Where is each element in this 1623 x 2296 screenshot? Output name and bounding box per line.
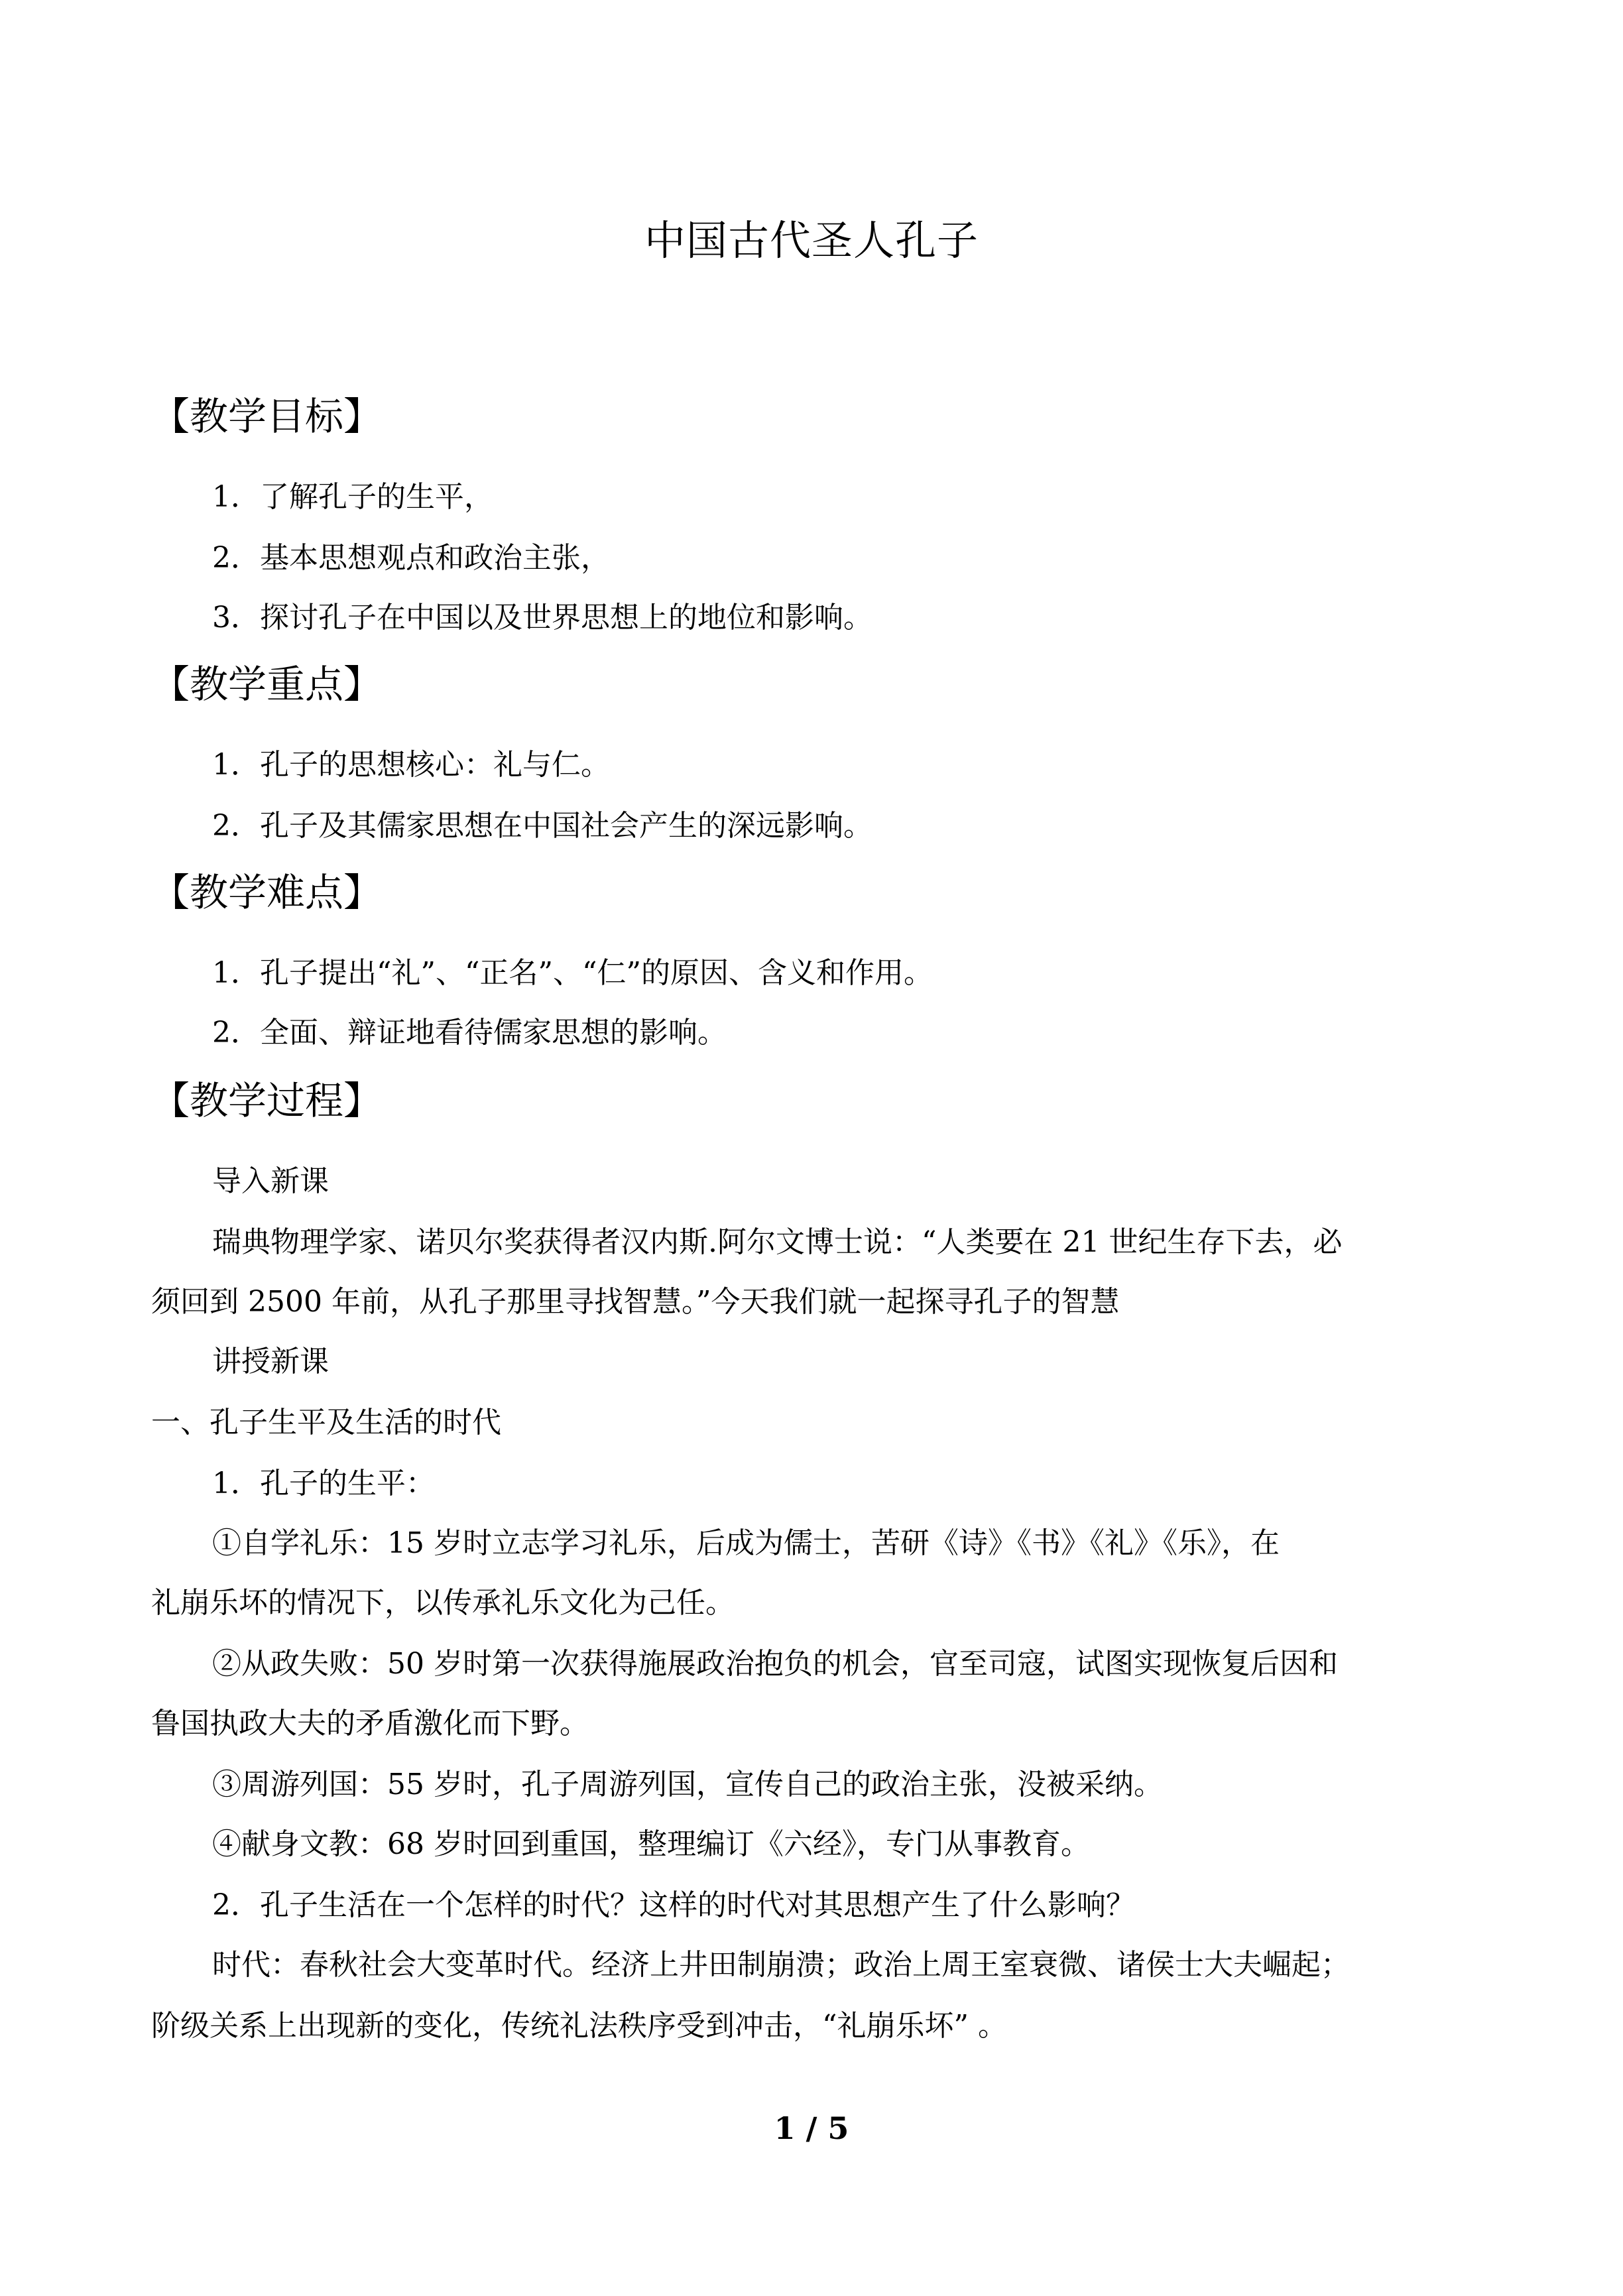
heading-key-points: 【教学重点】 — [151, 662, 383, 707]
document-title: 中国古代圣人孔子 — [644, 216, 979, 265]
difficult-point-item: 2．全面、辩证地看待儒家思想的影响。 — [212, 1016, 727, 1050]
process-line: ③周游列国：55 岁时，孔子周游列国，宣传自己的政治主张，没被采纳。 — [212, 1768, 1163, 1801]
key-point-item: 1．孔子的思想核心：礼与仁。 — [212, 748, 610, 782]
process-line: ②从政失败：50 岁时第一次获得施展政治抱负的机会，官至司寇，试图实现恢复后因和 — [212, 1647, 1338, 1681]
process-line: 阶级关系上出现新的变化，传统礼法秩序受到冲击，“礼崩乐坏” 。 — [151, 2009, 1007, 2043]
process-line: 时代：春秋社会大变革时代。经济上井田制崩溃；政治上周王室衰微、诸侯士大夫崛起； — [212, 1948, 1350, 1982]
process-line: 2．孔子生活在一个怎样的时代？这样的时代对其思想产生了什么影响？ — [212, 1888, 1135, 1922]
goal-item: 3．探讨孔子在中国以及世界思想上的地位和影响。 — [212, 601, 872, 634]
process-line: 导入新课 — [212, 1164, 329, 1198]
heading-difficult-points: 【教学难点】 — [151, 870, 383, 915]
difficult-point-item: 1．孔子提出“礼”、“正名”、“仁”的原因、含义和作用。 — [212, 956, 933, 990]
process-line: ④献身文教：68 岁时回到重国，整理编订《六经》，专门从事教育。 — [212, 1827, 1090, 1861]
heading-teaching-process: 【教学过程】 — [151, 1078, 383, 1123]
goal-item: 2．基本思想观点和政治主张， — [212, 541, 610, 575]
process-line: 讲授新课 — [212, 1345, 329, 1378]
heading-teaching-goals: 【教学目标】 — [151, 394, 383, 439]
process-line: ①自学礼乐：15 岁时立志学习礼乐，后成为儒士，苦研《诗》《书》《礼》《乐》，在 — [212, 1526, 1280, 1560]
process-line: 1．孔子的生平： — [212, 1467, 435, 1500]
process-line: 须回到 2500 年前，从孔子那里寻找智慧。”今天我们就一起探寻孔子的智慧 — [151, 1285, 1120, 1319]
process-line: 瑞典物理学家、诺贝尔奖获得者汉内斯.阿尔文博士说：“人类要在 21 世纪生存下去，必 — [212, 1225, 1343, 1259]
key-point-item: 2．孔子及其儒家思想在中国社会产生的深远影响。 — [212, 809, 872, 843]
page-number: 1 / 5 — [774, 2110, 849, 2146]
process-line: 礼崩乐坏的情况下，以传承礼乐文化为己任。 — [151, 1586, 735, 1620]
process-line: 鲁国执政大夫的矛盾激化而下野。 — [151, 1707, 589, 1740]
process-line: 一、孔子生平及生活的时代 — [151, 1406, 501, 1439]
goal-item: 1．了解孔子的生平， — [212, 480, 493, 514]
